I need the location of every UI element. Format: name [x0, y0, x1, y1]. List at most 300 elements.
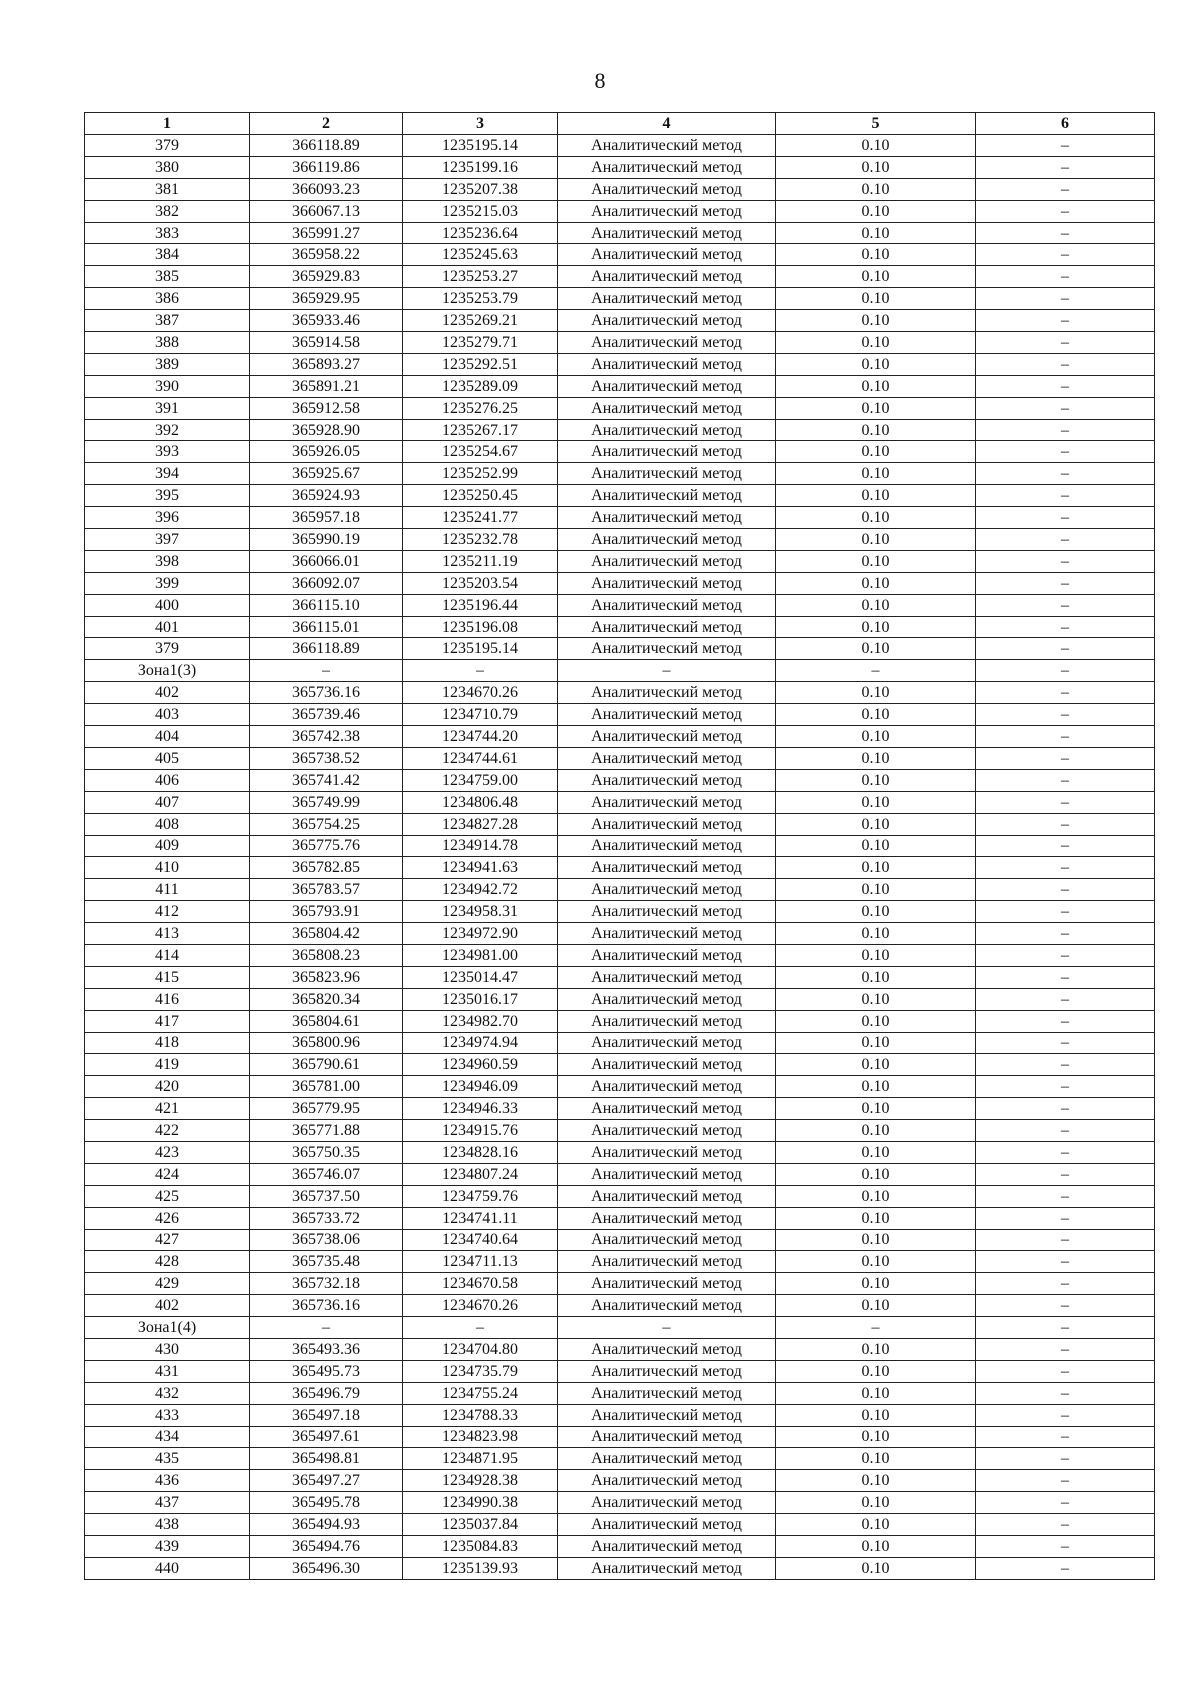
- table-row: [85, 1273, 1155, 1295]
- x-coordinate-cell: 365933.46: [250, 310, 403, 332]
- table-row: [85, 813, 1155, 835]
- x-coordinate-cell: 365736.16: [250, 682, 403, 704]
- method-cell: Аналитический метод: [558, 244, 776, 266]
- y-coordinate-cell: 1235245.63: [403, 244, 558, 266]
- table-row: [85, 507, 1155, 529]
- y-coordinate-cell: 1234828.16: [403, 1141, 558, 1163]
- point-number-cell: 415: [85, 966, 250, 988]
- table-row: [85, 988, 1155, 1010]
- table-row: [85, 1426, 1155, 1448]
- x-coordinate-cell: 365494.93: [250, 1514, 403, 1536]
- note-cell: –: [976, 966, 1155, 988]
- table-row: [85, 419, 1155, 441]
- method-cell: Аналитический метод: [558, 1426, 776, 1448]
- method-cell: Аналитический метод: [558, 572, 776, 594]
- note-cell: –: [976, 726, 1155, 748]
- method-cell: Аналитический метод: [558, 901, 776, 923]
- x-coordinate-cell: 365781.00: [250, 1076, 403, 1098]
- table-row: [85, 1404, 1155, 1426]
- y-coordinate-cell: –: [403, 1317, 558, 1339]
- x-coordinate-cell: 365496.30: [250, 1557, 403, 1579]
- accuracy-cell: 0.10: [776, 1470, 976, 1492]
- column-header: 3: [403, 113, 558, 135]
- x-coordinate-cell: 365497.27: [250, 1470, 403, 1492]
- x-coordinate-cell: 365754.25: [250, 813, 403, 835]
- point-number-cell: 383: [85, 222, 250, 244]
- note-cell: –: [976, 288, 1155, 310]
- y-coordinate-cell: 1235207.38: [403, 178, 558, 200]
- method-cell: Аналитический метод: [558, 835, 776, 857]
- x-coordinate-cell: 365735.48: [250, 1251, 403, 1273]
- method-cell: Аналитический метод: [558, 222, 776, 244]
- accuracy-cell: 0.10: [776, 463, 976, 485]
- accuracy-cell: 0.10: [776, 682, 976, 704]
- x-coordinate-cell: 365929.83: [250, 266, 403, 288]
- x-coordinate-cell: –: [250, 660, 403, 682]
- y-coordinate-cell: 1235014.47: [403, 966, 558, 988]
- accuracy-cell: 0.10: [776, 988, 976, 1010]
- point-number-cell: 422: [85, 1120, 250, 1142]
- method-cell: Аналитический метод: [558, 310, 776, 332]
- accuracy-cell: 0.10: [776, 1295, 976, 1317]
- method-cell: –: [558, 1317, 776, 1339]
- method-cell: Аналитический метод: [558, 1295, 776, 1317]
- y-coordinate-cell: 1234755.24: [403, 1382, 558, 1404]
- y-coordinate-cell: 1234946.33: [403, 1098, 558, 1120]
- x-coordinate-cell: 365790.61: [250, 1054, 403, 1076]
- table-row: [85, 485, 1155, 507]
- method-cell: Аналитический метод: [558, 1010, 776, 1032]
- point-number-cell: 409: [85, 835, 250, 857]
- accuracy-cell: 0.10: [776, 769, 976, 791]
- accuracy-cell: 0.10: [776, 1163, 976, 1185]
- method-cell: Аналитический метод: [558, 375, 776, 397]
- accuracy-cell: 0.10: [776, 441, 976, 463]
- table-row: [85, 1557, 1155, 1579]
- accuracy-cell: 0.10: [776, 813, 976, 835]
- x-coordinate-cell: 365804.61: [250, 1010, 403, 1032]
- note-cell: –: [976, 1492, 1155, 1514]
- note-cell: –: [976, 660, 1155, 682]
- x-coordinate-cell: 365925.67: [250, 463, 403, 485]
- accuracy-cell: 0.10: [776, 1229, 976, 1251]
- method-cell: Аналитический метод: [558, 288, 776, 310]
- y-coordinate-cell: 1234670.58: [403, 1273, 558, 1295]
- accuracy-cell: 0.10: [776, 200, 976, 222]
- table-row: [85, 594, 1155, 616]
- accuracy-cell: 0.10: [776, 1098, 976, 1120]
- x-coordinate-cell: 365739.46: [250, 704, 403, 726]
- table-row: [85, 726, 1155, 748]
- point-number-cell: 417: [85, 1010, 250, 1032]
- point-number-cell: 406: [85, 769, 250, 791]
- table-row: [85, 550, 1155, 572]
- x-coordinate-cell: 365494.76: [250, 1536, 403, 1558]
- y-coordinate-cell: 1234741.11: [403, 1207, 558, 1229]
- accuracy-cell: 0.10: [776, 594, 976, 616]
- table-row: [85, 704, 1155, 726]
- x-coordinate-cell: 366093.23: [250, 178, 403, 200]
- point-number-cell: 426: [85, 1207, 250, 1229]
- table-row: [85, 1120, 1155, 1142]
- note-cell: –: [976, 594, 1155, 616]
- method-cell: Аналитический метод: [558, 397, 776, 419]
- note-cell: –: [976, 222, 1155, 244]
- point-number-cell: 400: [85, 594, 250, 616]
- y-coordinate-cell: 1234972.90: [403, 923, 558, 945]
- accuracy-cell: 0.10: [776, 726, 976, 748]
- note-cell: –: [976, 1163, 1155, 1185]
- y-coordinate-cell: 1235195.14: [403, 135, 558, 157]
- accuracy-cell: 0.10: [776, 901, 976, 923]
- table-row: [85, 463, 1155, 485]
- point-number-cell: 432: [85, 1382, 250, 1404]
- accuracy-cell: 0.10: [776, 1448, 976, 1470]
- y-coordinate-cell: 1235236.64: [403, 222, 558, 244]
- point-number-cell: 435: [85, 1448, 250, 1470]
- note-cell: –: [976, 485, 1155, 507]
- method-cell: Аналитический метод: [558, 135, 776, 157]
- x-coordinate-cell: 365497.61: [250, 1426, 403, 1448]
- point-number-cell: 438: [85, 1514, 250, 1536]
- accuracy-cell: 0.10: [776, 397, 976, 419]
- y-coordinate-cell: 1235084.83: [403, 1536, 558, 1558]
- point-number-cell: 421: [85, 1098, 250, 1120]
- zone-row: [85, 660, 1155, 682]
- x-coordinate-cell: 366118.89: [250, 638, 403, 660]
- note-cell: –: [976, 1557, 1155, 1579]
- table-row: [85, 857, 1155, 879]
- table-row: [85, 1295, 1155, 1317]
- point-number-cell: 407: [85, 791, 250, 813]
- x-coordinate-cell: 365493.36: [250, 1338, 403, 1360]
- table-row: [85, 1229, 1155, 1251]
- y-coordinate-cell: 1235215.03: [403, 200, 558, 222]
- x-coordinate-cell: 365991.27: [250, 222, 403, 244]
- point-number-cell: 387: [85, 310, 250, 332]
- note-cell: –: [976, 944, 1155, 966]
- accuracy-cell: 0.10: [776, 507, 976, 529]
- table-row: [85, 222, 1155, 244]
- accuracy-cell: 0.10: [776, 1492, 976, 1514]
- y-coordinate-cell: –: [403, 660, 558, 682]
- point-number-cell: 395: [85, 485, 250, 507]
- note-cell: –: [976, 616, 1155, 638]
- x-coordinate-cell: 365495.78: [250, 1492, 403, 1514]
- point-number-cell: 402: [85, 1295, 250, 1317]
- x-coordinate-cell: 365782.85: [250, 857, 403, 879]
- method-cell: Аналитический метод: [558, 1360, 776, 1382]
- x-coordinate-cell: 366066.01: [250, 550, 403, 572]
- method-cell: Аналитический метод: [558, 923, 776, 945]
- note-cell: –: [976, 310, 1155, 332]
- accuracy-cell: 0.10: [776, 1404, 976, 1426]
- point-number-cell: 430: [85, 1338, 250, 1360]
- accuracy-cell: 0.10: [776, 332, 976, 354]
- x-coordinate-cell: 365775.76: [250, 835, 403, 857]
- y-coordinate-cell: 1234735.79: [403, 1360, 558, 1382]
- note-cell: –: [976, 923, 1155, 945]
- x-coordinate-cell: 365741.42: [250, 769, 403, 791]
- point-number-cell: 402: [85, 682, 250, 704]
- y-coordinate-cell: 1235016.17: [403, 988, 558, 1010]
- note-cell: –: [976, 463, 1155, 485]
- note-cell: –: [976, 1076, 1155, 1098]
- zone-row: [85, 1317, 1155, 1339]
- y-coordinate-cell: 1235253.27: [403, 266, 558, 288]
- note-cell: –: [976, 156, 1155, 178]
- point-number-cell: 381: [85, 178, 250, 200]
- x-coordinate-cell: 366119.86: [250, 156, 403, 178]
- method-cell: Аналитический метод: [558, 1273, 776, 1295]
- y-coordinate-cell: 1235203.54: [403, 572, 558, 594]
- x-coordinate-cell: 365779.95: [250, 1098, 403, 1120]
- y-coordinate-cell: 1235276.25: [403, 397, 558, 419]
- method-cell: Аналитический метод: [558, 419, 776, 441]
- point-number-cell: 385: [85, 266, 250, 288]
- y-coordinate-cell: 1234744.61: [403, 747, 558, 769]
- x-coordinate-cell: 365495.73: [250, 1360, 403, 1382]
- y-coordinate-cell: 1234759.00: [403, 769, 558, 791]
- method-cell: Аналитический метод: [558, 1185, 776, 1207]
- point-number-cell: 419: [85, 1054, 250, 1076]
- point-number-cell: 436: [85, 1470, 250, 1492]
- table-row: [85, 178, 1155, 200]
- note-cell: –: [976, 1514, 1155, 1536]
- point-number-cell: 393: [85, 441, 250, 463]
- table-row: [85, 1360, 1155, 1382]
- x-coordinate-cell: 365929.95: [250, 288, 403, 310]
- page-number: 8: [594, 68, 606, 93]
- table-row: [85, 353, 1155, 375]
- point-number-cell: 388: [85, 332, 250, 354]
- table-row: [85, 1448, 1155, 1470]
- column-header: 6: [976, 113, 1155, 135]
- method-cell: Аналитический метод: [558, 1098, 776, 1120]
- note-cell: –: [976, 1010, 1155, 1032]
- point-number-cell: 379: [85, 638, 250, 660]
- y-coordinate-cell: 1234740.64: [403, 1229, 558, 1251]
- point-number-cell: 392: [85, 419, 250, 441]
- accuracy-cell: 0.10: [776, 1207, 976, 1229]
- note-cell: –: [976, 572, 1155, 594]
- y-coordinate-cell: 1234928.38: [403, 1470, 558, 1492]
- method-cell: Аналитический метод: [558, 769, 776, 791]
- point-number-cell: 411: [85, 879, 250, 901]
- x-coordinate-cell: 365926.05: [250, 441, 403, 463]
- method-cell: Аналитический метод: [558, 463, 776, 485]
- accuracy-cell: 0.10: [776, 1514, 976, 1536]
- x-coordinate-cell: 366067.13: [250, 200, 403, 222]
- note-cell: –: [976, 813, 1155, 835]
- note-cell: –: [976, 769, 1155, 791]
- y-coordinate-cell: 1235195.14: [403, 638, 558, 660]
- y-coordinate-cell: 1234806.48: [403, 791, 558, 813]
- method-cell: Аналитический метод: [558, 1536, 776, 1558]
- table-row: [85, 1141, 1155, 1163]
- y-coordinate-cell: 1235269.21: [403, 310, 558, 332]
- y-coordinate-cell: 1234788.33: [403, 1404, 558, 1426]
- x-coordinate-cell: 365893.27: [250, 353, 403, 375]
- point-number-cell: 420: [85, 1076, 250, 1098]
- method-cell: Аналитический метод: [558, 332, 776, 354]
- note-cell: –: [976, 1207, 1155, 1229]
- note-cell: –: [976, 1251, 1155, 1273]
- y-coordinate-cell: 1234711.13: [403, 1251, 558, 1273]
- x-coordinate-cell: 365783.57: [250, 879, 403, 901]
- point-number-cell: 382: [85, 200, 250, 222]
- method-cell: Аналитический метод: [558, 1163, 776, 1185]
- note-cell: –: [976, 1141, 1155, 1163]
- method-cell: Аналитический метод: [558, 857, 776, 879]
- table-row: [85, 1098, 1155, 1120]
- table-row: [85, 638, 1155, 660]
- x-coordinate-cell: 365736.16: [250, 1295, 403, 1317]
- point-number-cell: 397: [85, 529, 250, 551]
- method-cell: Аналитический метод: [558, 704, 776, 726]
- y-coordinate-cell: 1234974.94: [403, 1032, 558, 1054]
- accuracy-cell: 0.10: [776, 966, 976, 988]
- method-cell: Аналитический метод: [558, 638, 776, 660]
- x-coordinate-cell: 365823.96: [250, 966, 403, 988]
- y-coordinate-cell: 1234827.28: [403, 813, 558, 835]
- accuracy-cell: 0.10: [776, 485, 976, 507]
- table-row: [85, 1251, 1155, 1273]
- y-coordinate-cell: 1234915.76: [403, 1120, 558, 1142]
- point-number-cell: 414: [85, 944, 250, 966]
- table-row: [85, 244, 1155, 266]
- table-row: [85, 966, 1155, 988]
- x-coordinate-cell: 365804.42: [250, 923, 403, 945]
- column-header: 5: [776, 113, 976, 135]
- note-cell: –: [976, 879, 1155, 901]
- accuracy-cell: 0.10: [776, 1120, 976, 1142]
- note-cell: –: [976, 638, 1155, 660]
- note-cell: –: [976, 441, 1155, 463]
- point-number-cell: 399: [85, 572, 250, 594]
- y-coordinate-cell: 1234704.80: [403, 1338, 558, 1360]
- point-number-cell: 391: [85, 397, 250, 419]
- method-cell: Аналитический метод: [558, 1557, 776, 1579]
- point-number-cell: 431: [85, 1360, 250, 1382]
- table-row: [85, 879, 1155, 901]
- x-coordinate-cell: 365496.79: [250, 1382, 403, 1404]
- method-cell: Аналитический метод: [558, 1338, 776, 1360]
- x-coordinate-cell: 365742.38: [250, 726, 403, 748]
- y-coordinate-cell: 1235289.09: [403, 375, 558, 397]
- method-cell: Аналитический метод: [558, 1120, 776, 1142]
- table-row: [85, 1382, 1155, 1404]
- accuracy-cell: 0.10: [776, 1032, 976, 1054]
- note-cell: –: [976, 791, 1155, 813]
- table-row: [85, 769, 1155, 791]
- x-coordinate-cell: –: [250, 1317, 403, 1339]
- point-number-cell: Зона1(3): [85, 660, 250, 682]
- note-cell: –: [976, 682, 1155, 704]
- note-cell: –: [976, 1360, 1155, 1382]
- x-coordinate-cell: 365738.52: [250, 747, 403, 769]
- method-cell: Аналитический метод: [558, 1054, 776, 1076]
- y-coordinate-cell: 1234823.98: [403, 1426, 558, 1448]
- table-row: [85, 288, 1155, 310]
- y-coordinate-cell: 1235250.45: [403, 485, 558, 507]
- table-row: [85, 135, 1155, 157]
- accuracy-cell: 0.10: [776, 156, 976, 178]
- table-row: [85, 375, 1155, 397]
- point-number-cell: 405: [85, 747, 250, 769]
- x-coordinate-cell: 365749.99: [250, 791, 403, 813]
- accuracy-cell: 0.10: [776, 1010, 976, 1032]
- x-coordinate-cell: 365958.22: [250, 244, 403, 266]
- table-row: [85, 1338, 1155, 1360]
- table-body: [85, 135, 1155, 1580]
- y-coordinate-cell: 1234759.76: [403, 1185, 558, 1207]
- x-coordinate-cell: 365912.58: [250, 397, 403, 419]
- accuracy-cell: 0.10: [776, 1536, 976, 1558]
- point-number-cell: Зона1(4): [85, 1317, 250, 1339]
- method-cell: Аналитический метод: [558, 1229, 776, 1251]
- note-cell: –: [976, 1120, 1155, 1142]
- accuracy-cell: 0.10: [776, 1251, 976, 1273]
- note-cell: –: [976, 1426, 1155, 1448]
- point-number-cell: 398: [85, 550, 250, 572]
- coordinates-table: [84, 112, 1155, 1580]
- note-cell: –: [976, 901, 1155, 923]
- x-coordinate-cell: 365990.19: [250, 529, 403, 551]
- accuracy-cell: 0.10: [776, 747, 976, 769]
- table-row: [85, 791, 1155, 813]
- method-cell: Аналитический метод: [558, 1382, 776, 1404]
- point-number-cell: 418: [85, 1032, 250, 1054]
- note-cell: –: [976, 397, 1155, 419]
- table-row: [85, 616, 1155, 638]
- y-coordinate-cell: 1235254.67: [403, 441, 558, 463]
- table-row: [85, 747, 1155, 769]
- note-cell: –: [976, 1317, 1155, 1339]
- note-cell: –: [976, 332, 1155, 354]
- x-coordinate-cell: 365497.18: [250, 1404, 403, 1426]
- accuracy-cell: 0.10: [776, 572, 976, 594]
- table-row: [85, 901, 1155, 923]
- x-coordinate-cell: 366092.07: [250, 572, 403, 594]
- table-row: [85, 156, 1155, 178]
- point-number-cell: 380: [85, 156, 250, 178]
- accuracy-cell: –: [776, 660, 976, 682]
- method-cell: Аналитический метод: [558, 594, 776, 616]
- method-cell: –: [558, 660, 776, 682]
- y-coordinate-cell: 1234946.09: [403, 1076, 558, 1098]
- x-coordinate-cell: 365746.07: [250, 1163, 403, 1185]
- table-row: [85, 835, 1155, 857]
- note-cell: –: [976, 835, 1155, 857]
- table-row: [85, 1163, 1155, 1185]
- method-cell: Аналитический метод: [558, 682, 776, 704]
- table-row: [85, 1032, 1155, 1054]
- point-number-cell: 429: [85, 1273, 250, 1295]
- point-number-cell: 396: [85, 507, 250, 529]
- accuracy-cell: 0.10: [776, 550, 976, 572]
- table-row: [85, 1076, 1155, 1098]
- accuracy-cell: –: [776, 1317, 976, 1339]
- column-header: 2: [250, 113, 403, 135]
- y-coordinate-cell: 1235279.71: [403, 332, 558, 354]
- method-cell: Аналитический метод: [558, 507, 776, 529]
- accuracy-cell: 0.10: [776, 1273, 976, 1295]
- y-coordinate-cell: 1234982.70: [403, 1010, 558, 1032]
- note-cell: –: [976, 1185, 1155, 1207]
- x-coordinate-cell: 365800.96: [250, 1032, 403, 1054]
- point-number-cell: 433: [85, 1404, 250, 1426]
